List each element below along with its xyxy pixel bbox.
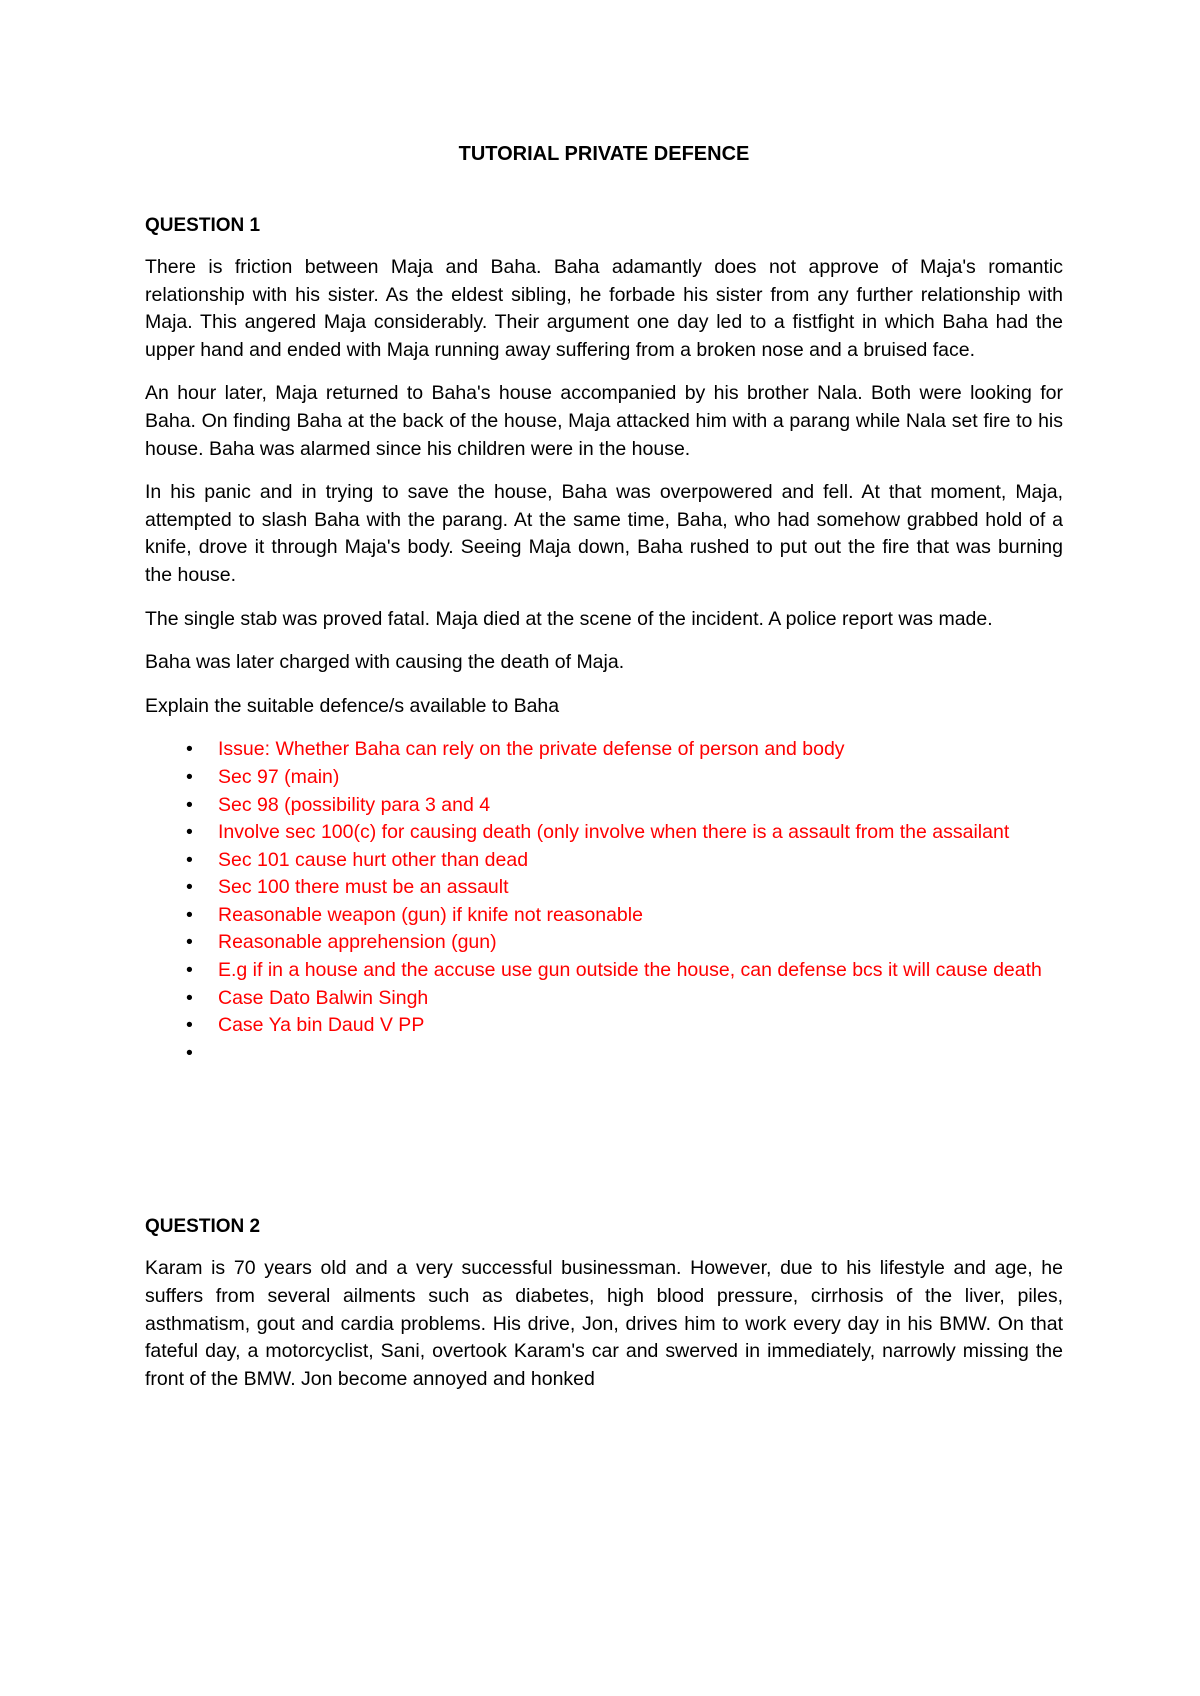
question-2-paragraph: Karam is 70 years old and a very successful businessman. However, due to his lifestyle and age, he suffers from several ailments such as diabetes, high blood pressure, cirrhosis of the liver, piles, asthmatism, gout and cardia problems. His drive, Jon, drives him to work every day in his BMW. On that fateful day, a motorcyclist, Sani, overtook Karam's car and swerved in immediately, narrowly missing the front of the BMW. Jon become annoyed and honked [145,1257,1063,1390]
list-item-text: Sec 97 (main) [218,765,340,788]
list-item-text: Reasonable weapon (gun) if knife not reasonable [218,903,643,926]
question-1-prompt: Explain the suitable defence/s available to Baha [145,694,560,717]
list-item-text: Issue: Whether Baha can rely on the private defense of person and body [218,738,845,761]
list-item [145,764,1063,792]
document-body [145,140,1063,1409]
question-1-paragraph-1: There is friction between Maja and Baha. Baha adamantly does not approve of Maja's romantic relationship with his sister. As the eldest sibling, he forbade his sister from any further relationship with Maja. This angered Maja considerably. Their argument one day led to a fistfight in which Baha had the upper hand and ended with Maja running away suffering from a broken nose and a bruised face. [145,256,1063,361]
bullet-icon: • [186,821,193,844]
list-item-text: Reasonable apprehension (gun) [218,931,497,954]
list-item [145,929,1063,957]
section-spacer [145,1067,1063,1213]
bullet-icon: • [186,931,193,954]
bullet-icon: • [186,986,193,1009]
bullet-icon: • [186,1014,193,1037]
bullet-icon: • [186,738,193,761]
list-item-text: Sec 101 cause hurt other than dead [218,848,529,871]
question-2-heading: QUESTION 2 [145,1216,261,1238]
question-1-paragraph-3: In his panic and in trying to save the house, Baha was overpowered and fell. At that moment, Maja, attempted to slash Baha with the parang. At the same time, Baha, who had somehow grabbed hold of a knife, drove it through Maja's body. Seeing Maja down, Baha rushed to put out the fire that was burning the house. [145,481,1063,586]
list-item [145,902,1063,930]
list-item-text: Case Ya bin Daud V PP [218,1014,425,1037]
question-1-paragraph-2: An hour later, Maja returned to Baha's house accompanied by his brother Nala. Both were looking for Baha. On finding Baha at the back of the house, Maja attacked him with a parang while Nala set fire to his house. Baha was alarmed since his children were in the house. [145,382,1063,460]
question-1-paragraph-5: Baha was later charged with causing the death of Maja. [145,651,625,674]
list-item [145,792,1063,820]
bullet-icon: • [186,793,193,816]
list-item [145,847,1063,875]
list-item [145,736,1063,764]
list-item [145,874,1063,902]
list-item-text: Involve sec 100(c) for causing death (only involve when there is a assault from the assailant [218,821,1010,844]
list-item [145,985,1063,1013]
question-1-heading: QUESTION 1 [145,215,261,236]
list-item [145,1040,1063,1068]
list-item [145,819,1063,847]
bullet-icon: • [186,876,193,899]
answer-bullet-list [145,736,1063,1067]
list-item-text: Sec 98 (possibility para 3 and 4 [218,793,491,816]
list-item [145,957,1063,985]
page-title: TUTORIAL PRIVATE DEFENCE [458,143,750,165]
list-item-text: E.g if in a house and the accuse use gun outside the house, can defense bcs it will cause death [218,959,1042,982]
list-item [145,1012,1063,1040]
bullet-icon: • [186,903,193,926]
question-1-paragraph-4: The single stab was proved fatal. Maja died at the scene of the incident. A police report was made. [145,607,993,630]
bullet-icon: • [186,959,193,982]
list-item-text: Sec 100 there must be an assault [218,876,509,899]
bullet-icon: • [186,765,193,788]
bullet-icon: • [186,1041,193,1064]
list-item-text: Case Dato Balwin Singh [218,986,429,1009]
bullet-icon: • [186,848,193,871]
